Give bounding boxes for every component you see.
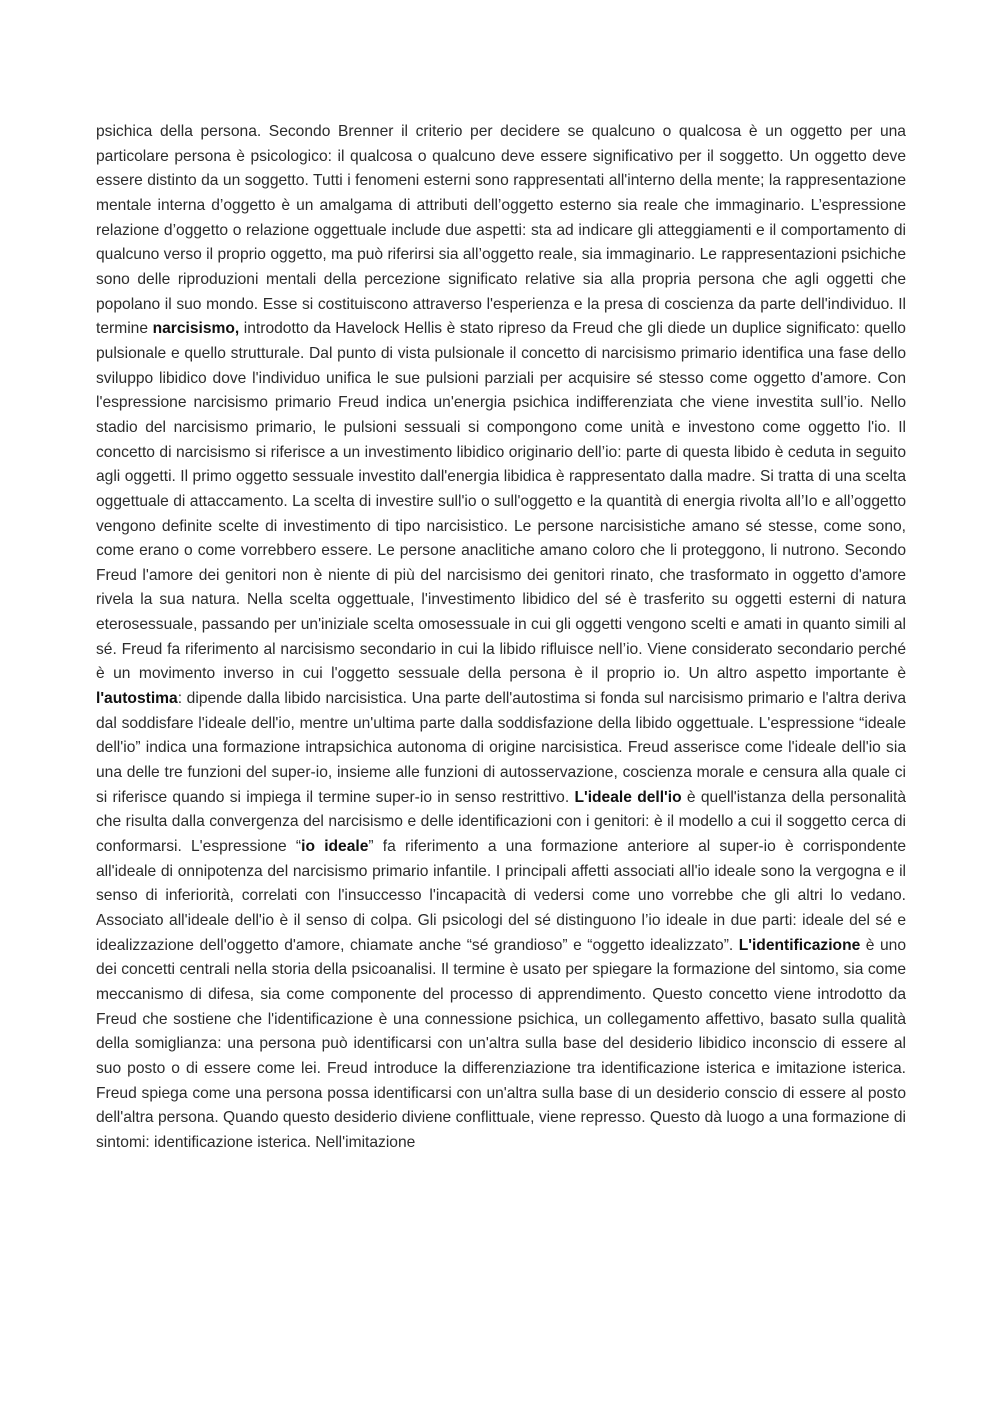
text-run: è quell'istanza della personalità che risulta dalla convergenza del narcisismo e delle identificazioni con i genitori: è il modello a cui il soggetto cerca di conformarsi. L'espressione “ [96, 788, 906, 856]
text-run: : dipende dalla libido narcisistica. Una parte dell'autostima si fonda sul narcisismo primario e l'altra deriva dal soddisfare l'ideale dell'io, mentre un'ultima parte dalla soddisfazione della libido oggettuale. L'espressione “ideale dell'io” indica una formazione intrapsichica autonoma di origine narcisistica. Freud asserisce come l'ideale dell'io sia una delle tre funzioni del super-io, insieme alle funzioni di autosservazione, coscienza morale e censura alla quale ci si riferisce quando si impiega il termine super-io in senso restrittivo. [96, 690, 906, 806]
text-run: introdotto da Havelock Hellis è stato ripreso da Freud che gli diede un duplice significato: quello pulsionale e quello strutturale. Dal punto di vista pulsionale il concetto di narcisismo primario identifica una fase dello sviluppo libidico dove l'individuo unifica le sue pulsioni parziali per acquisire sé stesso come oggetto d'amore. Con l'espressione narcisismo primario Freud indica un'energia psichica indifferenziata che viene investita sull’io. Nello stadio del narcisismo primario, le pulsioni sessuali si compongono come unità e investono come oggetto l'io. Il concetto di narcisismo si riferisce a un investimento libidico originario dell’io: parte di questa libido è ceduta in seguito agli oggetti. Il primo oggetto sessuale investito dall'energia libidica è rappresentato dalla madre. Si tratta di una scelta oggettuale di attaccamento. La scelta di investire sull'io o sull'oggetto e la quantità di energia rivolta all’Io e all’oggetto vengono definite scelte di investimento di tipo narcisistico. Le persone narcisistiche amano sé stesse, come sono, come erano o come vorrebbero essere. Le persone anaclitiche amano coloro che li proteggono, li nutrono. Secondo Freud l'amore dei genitori non è niente di più del narcisismo dei genitori rinato, che trasformato in oggetto d'amore rivela la sua natura. Nella scelta oggettuale, l'investimento libidico del sé è trasferito su oggetti esterni di natura eterosessuale, passando per un'iniziale scelta omosessuale in cui gli oggetti vengono scelti e amati in quanto simili al sé. Freud fa riferimento al narcisismo secondario in cui la libido rifluisce nell’io. Viene considerato secondario perché è un movimento inverso in cui l'oggetto sessuale della persona è il proprio io. Un altro aspetto importante è [96, 320, 906, 683]
body-paragraph [96, 120, 906, 1156]
bold-term-io-ideale: io ideale [301, 838, 369, 856]
bold-term-autostima: l'autostima [96, 690, 178, 708]
bold-term-narcisismo: narcisismo, [152, 320, 240, 338]
bold-term-ideale-dell-io: L'ideale dell'io [574, 788, 682, 806]
text-run: psichica della persona. Secondo Brenner il criterio per decidere se qualcuno o qualcosa è un oggetto per una particolare persona è psicologico: il qualcosa o qualcuno deve essere significativo per il soggetto. Un oggetto deve essere distinto da un soggetto. Tutti i fenomeni esterni sono rappresentati all'interno della mente; la rappresentazione mentale interna d’oggetto è un amalgama di attributi dell’oggetto esterno sia reale che immaginario. L’espressione relazione d’oggetto o relazione oggettuale include due aspetti: sta ad indicare gli atteggiamenti e il comportamento di qualcuno verso il proprio oggetto, ma può riferirsi sia all’oggetto reale, sia immaginario. Le rappresentazioni psichiche sono delle riproduzioni mentali della percezione significato relative sia alla propria persona che agli oggetti che popolano il suo mondo. Esse si costituiscono attraverso l'esperienza e la presa di coscienza da parte dell'individuo. Il termine [96, 123, 906, 338]
bold-term-identificazione: L'identificazione [738, 936, 861, 954]
document-page [96, 120, 906, 1156]
text-run: ” fa riferimento a una formazione anteriore al super-io è corrispondente all'ideale di onnipotenza del narcisismo primario infantile. I principali affetti associati all'io ideale sono la vergogna e il senso di inferiorità, correlati con l'insuccesso l'incapacità di vedersi come uno vorrebbe che gli altri lo vedano. Associato all'ideale dell'io è il senso di colpa. Gli psicologi del sé distinguono l’io ideale in due parti: ideale del sé e idealizzazione dell'oggetto d'amore, chiamate anche “sé grandioso” e “oggetto idealizzato”. [96, 838, 906, 954]
text-run: è uno dei concetti centrali nella storia della psicoanalisi. Il termine è usato per spiegare la formazione del sintomo, sia come meccanismo di difesa, sia come componente del processo di apprendimento. Questo concetto viene introdotto da Freud che sostiene che l'identificazione è una connessione psichica, un collegamento affettivo, basato sulla qualità della somiglianza: una persona può identificarsi con un'altra sulla base del desiderio libidico inconscio di essere al suo posto o di essere come lei. Freud introduce la differenziazione tra identificazione isterica e imitazione isterica. Freud spiega come una persona possa identificarsi con un'altra sulla base di un desiderio conscio di essere al posto dell'altra persona. Quando questo desiderio diviene conflittuale, viene represso. Questo dà luogo a una formazione di sintomi: identificazione isterica. Nell'imitazione [96, 936, 906, 1151]
